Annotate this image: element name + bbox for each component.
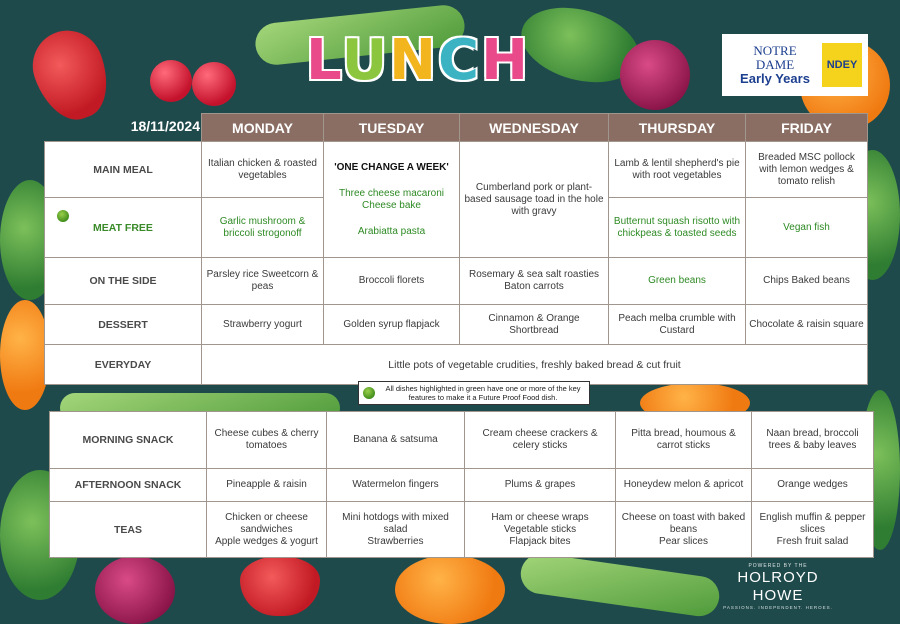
row-label-main-meal: MAIN MEAL bbox=[45, 142, 202, 198]
afternoon-thursday: Honeydew melon & apricot bbox=[616, 469, 752, 502]
morning-tuesday: Banana & satsuma bbox=[327, 412, 465, 469]
school-logo bbox=[722, 34, 868, 96]
afternoon-monday: Pineapple & raisin bbox=[207, 469, 327, 502]
row-label-meat-free bbox=[45, 198, 202, 258]
title-letter: N bbox=[389, 28, 439, 93]
teas-tuesday-line: Mini hotdogs with mixed salad bbox=[342, 511, 449, 535]
cherry-decoration bbox=[150, 60, 192, 102]
snack-table bbox=[49, 411, 874, 558]
dessert-friday: Chocolate & raisin square bbox=[746, 305, 868, 345]
future-proof-note bbox=[358, 381, 590, 405]
teas-tuesday-line: Strawberries bbox=[367, 535, 424, 547]
menu-date: 18/11/2024 bbox=[130, 118, 200, 134]
side-monday: Parsley rice Sweetcorn & peas bbox=[202, 258, 324, 305]
meat-free-tuesday-2: Cheese bake bbox=[362, 199, 421, 211]
afternoon-friday: Orange wedges bbox=[752, 469, 874, 502]
teas-wednesday bbox=[465, 502, 616, 558]
main-meal-thursday: Lamb & lentil shepherd's pie with root vegetables bbox=[609, 142, 746, 198]
row-label-afternoon-snack: AFTERNOON SNACK bbox=[50, 469, 207, 502]
afternoon-tuesday: Watermelon fingers bbox=[327, 469, 465, 502]
teas-tuesday bbox=[327, 502, 465, 558]
teas-monday-line: Chicken or cheese sandwiches bbox=[225, 511, 308, 535]
logo-line: NOTRE bbox=[753, 43, 797, 58]
main-meal-tuesday: 'ONE CHANGE A WEEK' bbox=[334, 161, 449, 173]
header-tuesday: TUESDAY bbox=[324, 114, 460, 142]
teas-wednesday-line: Vegetable sticks bbox=[503, 523, 577, 535]
meat-free-monday: Garlic mushroom & briccoli strogonoff bbox=[202, 198, 324, 258]
header-thursday: THURSDAY bbox=[609, 114, 746, 142]
row-label-everyday: EVERYDAY bbox=[45, 345, 202, 385]
table-row bbox=[50, 502, 874, 558]
morning-wednesday: Cream cheese crackers & celery sticks bbox=[465, 412, 616, 469]
dessert-thursday: Peach melba crumble with Custard bbox=[609, 305, 746, 345]
cucumber-decoration bbox=[518, 551, 722, 618]
beet-decoration bbox=[95, 556, 175, 624]
brand-tag: PASSIONS. INDEPENDENT. HEROES. bbox=[723, 605, 833, 610]
apple-icon bbox=[363, 387, 375, 399]
blank-header bbox=[45, 114, 202, 142]
teas-thursday bbox=[616, 502, 752, 558]
main-meal-monday: Italian chicken & roasted vegetables bbox=[202, 142, 324, 198]
teas-friday bbox=[752, 502, 874, 558]
meat-free-tuesday-1: Three cheese macaroni bbox=[338, 187, 445, 199]
side-thursday: Green beans bbox=[609, 258, 746, 305]
meat-free-friday: Vegan fish bbox=[746, 198, 868, 258]
teas-thursday-line: Cheese on toast with baked beans bbox=[621, 511, 746, 535]
logo-text bbox=[728, 44, 822, 86]
table-row bbox=[45, 142, 868, 198]
row-label-morning-snack: MORNING SNACK bbox=[50, 412, 207, 469]
morning-friday: Naan bread, broccoli trees & baby leaves bbox=[752, 412, 874, 469]
meat-free-label: MEAT FREE bbox=[93, 221, 153, 234]
teas-monday bbox=[207, 502, 327, 558]
title-letter: C bbox=[438, 28, 482, 93]
side-tuesday: Broccoli florets bbox=[324, 258, 460, 305]
logo-line: Early Years bbox=[740, 71, 810, 86]
morning-monday: Cheese cubes & cherry tomatoes bbox=[207, 412, 327, 469]
brand-small: POWERED BY THE bbox=[748, 563, 808, 569]
brand-name: HOLROYD HOWE bbox=[737, 569, 819, 604]
row-label-on-the-side: ON THE SIDE bbox=[45, 258, 202, 305]
apple-icon bbox=[57, 210, 69, 222]
teas-thursday-line: Pear slices bbox=[659, 535, 708, 547]
header-monday: MONDAY bbox=[202, 114, 324, 142]
teas-wednesday-line: Flapjack bites bbox=[509, 535, 571, 547]
strawberry-decoration bbox=[240, 556, 320, 616]
logo-mark-icon: NDEY bbox=[822, 43, 862, 87]
note-text: All dishes highlighted in green have one or more of the key features to make it a Future Proof Food dish. bbox=[385, 384, 581, 402]
lunch-menu-table bbox=[44, 113, 868, 385]
afternoon-wednesday: Plums & grapes bbox=[465, 469, 616, 502]
tuesday-main-cell bbox=[324, 142, 460, 258]
pepper-decoration bbox=[0, 300, 50, 410]
table-row bbox=[50, 469, 874, 502]
main-meal-friday: Breaded MSC pollock with lemon wedges & tomato relish bbox=[746, 142, 868, 198]
meat-free-tuesday-3: Arabiatta pasta bbox=[357, 225, 426, 237]
row-label-teas: TEAS bbox=[50, 502, 207, 558]
dessert-monday: Strawberry yogurt bbox=[202, 305, 324, 345]
logo-line: DAME bbox=[755, 57, 795, 72]
row-label-dessert: DESSERT bbox=[45, 305, 202, 345]
teas-wednesday-line: Ham or cheese wraps bbox=[491, 511, 589, 523]
table-row bbox=[45, 305, 868, 345]
table-row bbox=[45, 258, 868, 305]
side-friday: Chips Baked beans bbox=[746, 258, 868, 305]
beet-decoration bbox=[620, 40, 690, 110]
header-wednesday: WEDNESDAY bbox=[460, 114, 609, 142]
title-letter: L bbox=[306, 28, 342, 93]
main-meal-wednesday: Cumberland pork or plant-based sausage toad in the hole with gravy bbox=[460, 142, 609, 258]
table-row bbox=[50, 412, 874, 469]
meat-free-thursday: Butternut squash risotto with chickpeas & toasted seeds bbox=[609, 198, 746, 258]
title-letter: U bbox=[341, 28, 390, 93]
dessert-tuesday: Golden syrup flapjack bbox=[324, 305, 460, 345]
cherry-decoration bbox=[192, 62, 236, 106]
teas-monday-line: Apple wedges & yogurt bbox=[215, 535, 318, 547]
morning-thursday: Pitta bread, houmous & carrot sticks bbox=[616, 412, 752, 469]
table-row bbox=[45, 345, 868, 385]
teas-friday-line: Fresh fruit salad bbox=[776, 535, 849, 547]
header-friday: FRIDAY bbox=[746, 114, 868, 142]
teas-friday-line: English muffin & pepper slices bbox=[759, 511, 866, 535]
dessert-wednesday: Cinnamon & Orange Shortbread bbox=[460, 305, 609, 345]
holroyd-howe-logo bbox=[718, 563, 838, 610]
everyday-value: Little pots of vegetable crudities, freshly baked bread & cut fruit bbox=[202, 345, 868, 385]
side-wednesday: Rosemary & sea salt roasties Baton carrots bbox=[460, 258, 609, 305]
title-letter: H bbox=[481, 28, 531, 93]
page-title bbox=[306, 30, 556, 92]
pepper-decoration bbox=[395, 555, 505, 624]
